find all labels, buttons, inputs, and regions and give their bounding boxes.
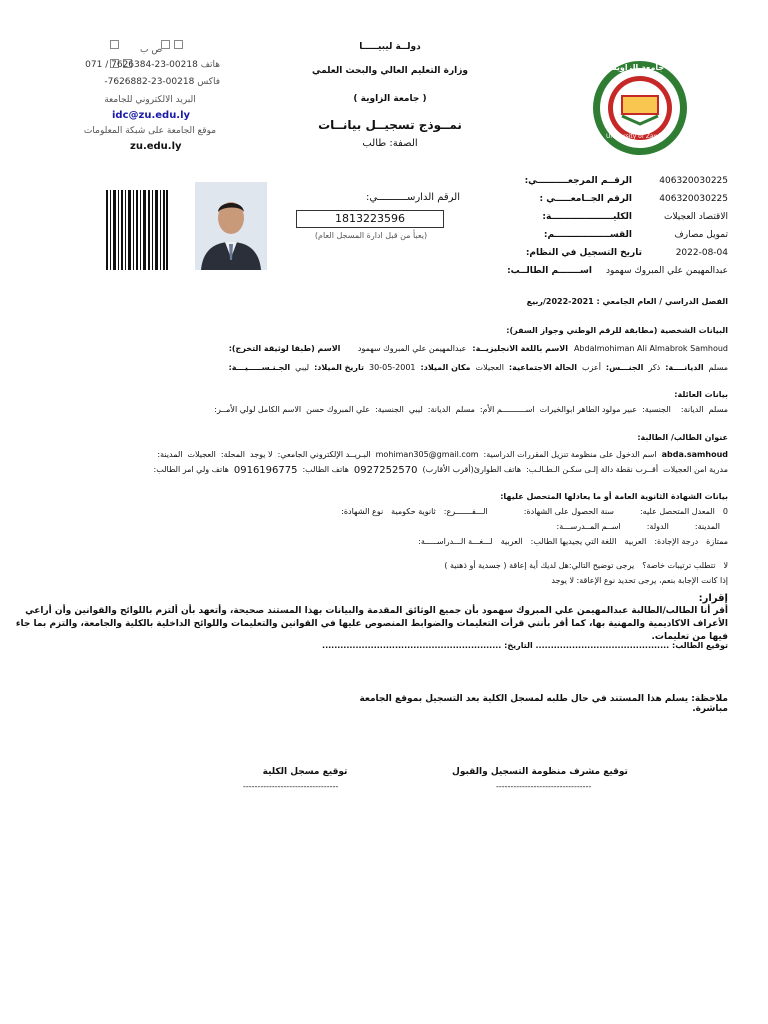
father-rel: مسلم <box>455 405 475 414</box>
capacity: الصفة: طالب <box>362 138 418 149</box>
phone-label: هاتف <box>200 60 220 70</box>
pobox-label: ص ب <box>140 45 163 55</box>
branch <box>496 507 516 516</box>
declaration-text: أقر أنا الطالب/الطالبة عبدالمهيمن علي المبروك سهمود بأن جميع الوثائق المقدمة والبيانات بهذا المستند صحيحة، وأتعهد بأن ألتزم باللوائح والقوانين وأن أراعي الأعراف الاكاديمية والمهنية بها، كما أقر بأنني قرأت التعليمات والضوابط المنصوص عليها في القوانين والتعليمات واللوائح الداخلية بالكلية والجامعة، والتزم بما جاء فيها من تعليمات. <box>15 606 728 642</box>
ar-name-label: الاسم (طبقا لوثيقة التخرج): <box>228 344 341 353</box>
avg-label: المعدل المتحصل عليه: <box>639 507 715 516</box>
student-phone: 0927252570 <box>353 465 418 476</box>
father-rel-label: الديانة: <box>427 405 451 414</box>
box-icon <box>110 40 119 49</box>
regdate-row <box>525 248 728 258</box>
disability-answer: لا <box>723 561 728 570</box>
ref-label: الرقــم المرجعــــــــــي: <box>524 176 632 186</box>
dob-label: تاريخ الميلاد: <box>314 363 365 372</box>
address-row-2 <box>154 465 728 476</box>
box-icon <box>174 40 183 49</box>
university-name: ( جامعة الزاوية ) <box>353 94 427 104</box>
lang2-label: اللغة التي يجيديها الطالب: <box>530 537 617 546</box>
dept-label: القســــــــــــــــــم: <box>543 230 632 240</box>
sec-country-label: الدولة: <box>646 522 669 531</box>
secondary-heading: بيانات الشهادة الثانوية العامة أو ما يعادلها المتحصل عليها: <box>500 492 728 501</box>
religion: مسلم <box>708 363 728 372</box>
sec-city-label: المدينة: <box>694 522 720 531</box>
pob-label: مكان الميلاد: <box>420 363 471 372</box>
address-heading: عنوان الطالب/ الطالبة: <box>637 433 728 442</box>
regdate-label: تاريخ التسجيل في النظام: <box>525 248 642 258</box>
study-number-value: 1813223596 <box>335 212 405 225</box>
faculty-row <box>532 212 728 222</box>
mother-label: اســــــــــم الأم: <box>479 405 535 414</box>
regdate-value: 2022-08-04 <box>675 248 728 258</box>
cert-year-label: سنة الحصول على الشهادة: <box>523 507 614 516</box>
sec-country <box>677 522 687 531</box>
logo-text-top: جامعة الزاوية <box>612 63 665 72</box>
mother: عبير مولود الطاهر ابوالخيرات <box>539 405 638 414</box>
disability-question: يرجى توضيح التالي:هل لديك أية إعاقة ( جسدية أو ذهنية ) <box>444 561 635 570</box>
student-portrait-icon <box>195 182 267 270</box>
avg: 0 <box>722 507 728 516</box>
box-icon <box>161 40 170 49</box>
semester: الفصل الدراسي / العام الجامعي : 2021-2022/ربيع <box>526 297 728 306</box>
fax-label: فاكس <box>197 77 220 87</box>
disability-detail: إذا كانت الإجابة بنعم، يرجى تحديد نوع الإعاقة: لا يوجد <box>551 576 728 585</box>
web-label: موقع الجامعة على شبكة المعلومات <box>83 126 217 136</box>
city-label: المدينة: <box>157 450 183 459</box>
portal-user: abda.samhoud <box>661 450 728 459</box>
secondary-row-1 <box>341 507 728 516</box>
personal-heading: البيانات الشخصية (مطابقة للرقم الوطني وجواز السفر): <box>506 326 728 335</box>
ref-value: 406320030225 <box>659 176 728 186</box>
branch-label: الـــفـــــــرع: <box>443 507 488 516</box>
disability-row <box>444 561 728 570</box>
phone-line <box>80 60 220 70</box>
landmark: مدرية امن العجيلات <box>663 465 728 474</box>
grade-label: درجة الإجادة: <box>654 537 699 546</box>
ar-name: عبدالمهيمن علي المبروك سهمود <box>357 344 467 353</box>
pob: العجيلات <box>475 363 504 372</box>
area-label: المحلة: <box>220 450 245 459</box>
address-row-1 <box>157 450 728 459</box>
university-email[interactable]: idc@zu.edu.ly <box>112 110 191 121</box>
nationality: ليبي <box>295 363 310 372</box>
guardian-phone-label: هاتف ولي امر الطالب: <box>153 465 229 474</box>
ref-row <box>524 176 728 186</box>
father-label: الاسم الكامل لولي الأمــر: <box>214 405 302 414</box>
barcode-icon <box>106 190 168 270</box>
cert-year <box>622 507 632 516</box>
family-heading: بيانات العائلة: <box>674 390 728 399</box>
email-label: البريد الالكتروني للجامعة <box>104 95 196 105</box>
study-number-note: (يعبأ من قبل ادارة المسجل العام) <box>314 231 428 240</box>
mother-nat-label: الجنسية: <box>642 405 671 414</box>
father-nat-label: الجنسية: <box>375 405 404 414</box>
country-name: دولــة ليبيـــــا <box>359 42 421 52</box>
cert-type-label: نوع الشهادة: <box>341 507 384 516</box>
disability-question-2: تتطلب ترتيبات خاصة؟ <box>642 561 716 570</box>
personal-names-row <box>229 344 728 353</box>
father-nat: ليبي <box>408 405 423 414</box>
religion-label: الديانــــة: <box>665 363 704 372</box>
study-number-box <box>296 210 444 228</box>
uni-row <box>532 194 728 204</box>
faculty-value: الاقتصاد العجيلات <box>663 212 728 222</box>
fax-line <box>80 77 220 87</box>
dept-row <box>532 230 728 240</box>
uni-label: الرقم الجــامعـــــي : <box>539 194 632 204</box>
college-registrar-signature-label: توقيع مسجل الكلية <box>262 767 348 777</box>
en-name: Abdalmohiman Ali Almabrok Samhoud <box>573 344 728 353</box>
faculty-label: الكليــــــــــــــــــــة: <box>542 212 632 222</box>
name-row <box>492 266 728 276</box>
landmark-label: أقــرب نقطة دالة إلـى سكـن الـطـالـب: <box>526 465 659 474</box>
note: ملاحظة: يسلم هذا المستند في حال طلبه لمسجل الكلية بعد التسجيل بموقع الجامعة مباشرة. <box>359 694 728 714</box>
lang2: العربية <box>624 537 647 546</box>
secondary-row-2 <box>557 522 729 531</box>
emergency-label: هاتف الطوارئ(أقرب الأقارب) <box>422 465 522 474</box>
declaration-heading: إقرار: <box>698 593 728 604</box>
school-label: اســم المــدرســـة: <box>556 522 621 531</box>
gender: ذكر <box>648 363 661 372</box>
student-signature-line: توقيع الطالب: ............................................ التاريخ: ........................................................... <box>322 641 728 650</box>
uni-email[interactable]: mohiman305@gmail.com <box>375 450 479 459</box>
name-value: عبدالمهيمن علي المبروك سهمود <box>605 266 728 276</box>
mother-rel-label: الديانة: <box>680 405 704 414</box>
father: علي المبروك حسن <box>306 405 371 414</box>
study-number-label: الرقم الدارســــــــــي: <box>365 192 460 203</box>
student-photo <box>195 182 267 270</box>
student-phone-label: هاتف الطالب: <box>302 465 349 474</box>
phone-value: 00218-23-7626384 / 071 <box>85 60 198 70</box>
school <box>629 522 639 531</box>
dept-value: تمويل مصارف <box>674 230 728 240</box>
city: العجيلات <box>187 450 216 459</box>
college-registrar-signature-line: --------------------------------- <box>243 782 339 791</box>
grade: ممتازة <box>706 537 728 546</box>
barcode <box>106 190 168 270</box>
uni-value: 406320030225 <box>659 194 728 204</box>
ministry-name: وزارة التعليم العالي والبحث العلمي <box>311 66 469 76</box>
cert-type: ثانوية حكومية <box>391 507 436 516</box>
dob: 30-05-2001 <box>369 363 416 372</box>
nationality-label: الجـنـســـــيـــة: <box>228 363 291 372</box>
study-lang-label: لـــغـــة الـــدراســـــة: <box>418 537 493 546</box>
uni-email-label: البـريــد الإلكتروني الجامعي: <box>277 450 371 459</box>
registrar-signature-label: توقيع مشرف منظومة التسجيل والقبول <box>452 767 628 777</box>
marital: أعزب <box>581 363 601 372</box>
guardian-phone: 0916196775 <box>233 465 298 476</box>
area: لا يوجد <box>250 450 273 459</box>
personal-details-row <box>229 363 728 372</box>
logo-text-bottom: University of Zawia <box>606 133 664 140</box>
university-website[interactable]: zu.edu.ly <box>130 141 182 152</box>
name-label: اســـــــم الطالــب: <box>507 266 592 276</box>
mother-rel: مسلم <box>708 405 728 414</box>
portal-label: اسم الدخول على منظومة تنزيل المقررات الدراسية: <box>483 450 657 459</box>
en-name-label: الاسم باللغة الانجليزيــة: <box>472 344 568 353</box>
study-lang: العربية <box>500 537 523 546</box>
registrar-signature-line: --------------------------------- <box>496 782 592 791</box>
secondary-row-3 <box>418 537 728 546</box>
gender-label: الجنـــس: <box>605 363 644 372</box>
logo-year: 1988 <box>631 142 647 149</box>
marital-label: الحالة الاجتماعية: <box>508 363 577 372</box>
form-title: نمــوذج تسجيــل بيانــات <box>318 118 462 132</box>
family-row <box>214 405 728 414</box>
fax-value: 00218-23-7626882- <box>104 77 195 87</box>
